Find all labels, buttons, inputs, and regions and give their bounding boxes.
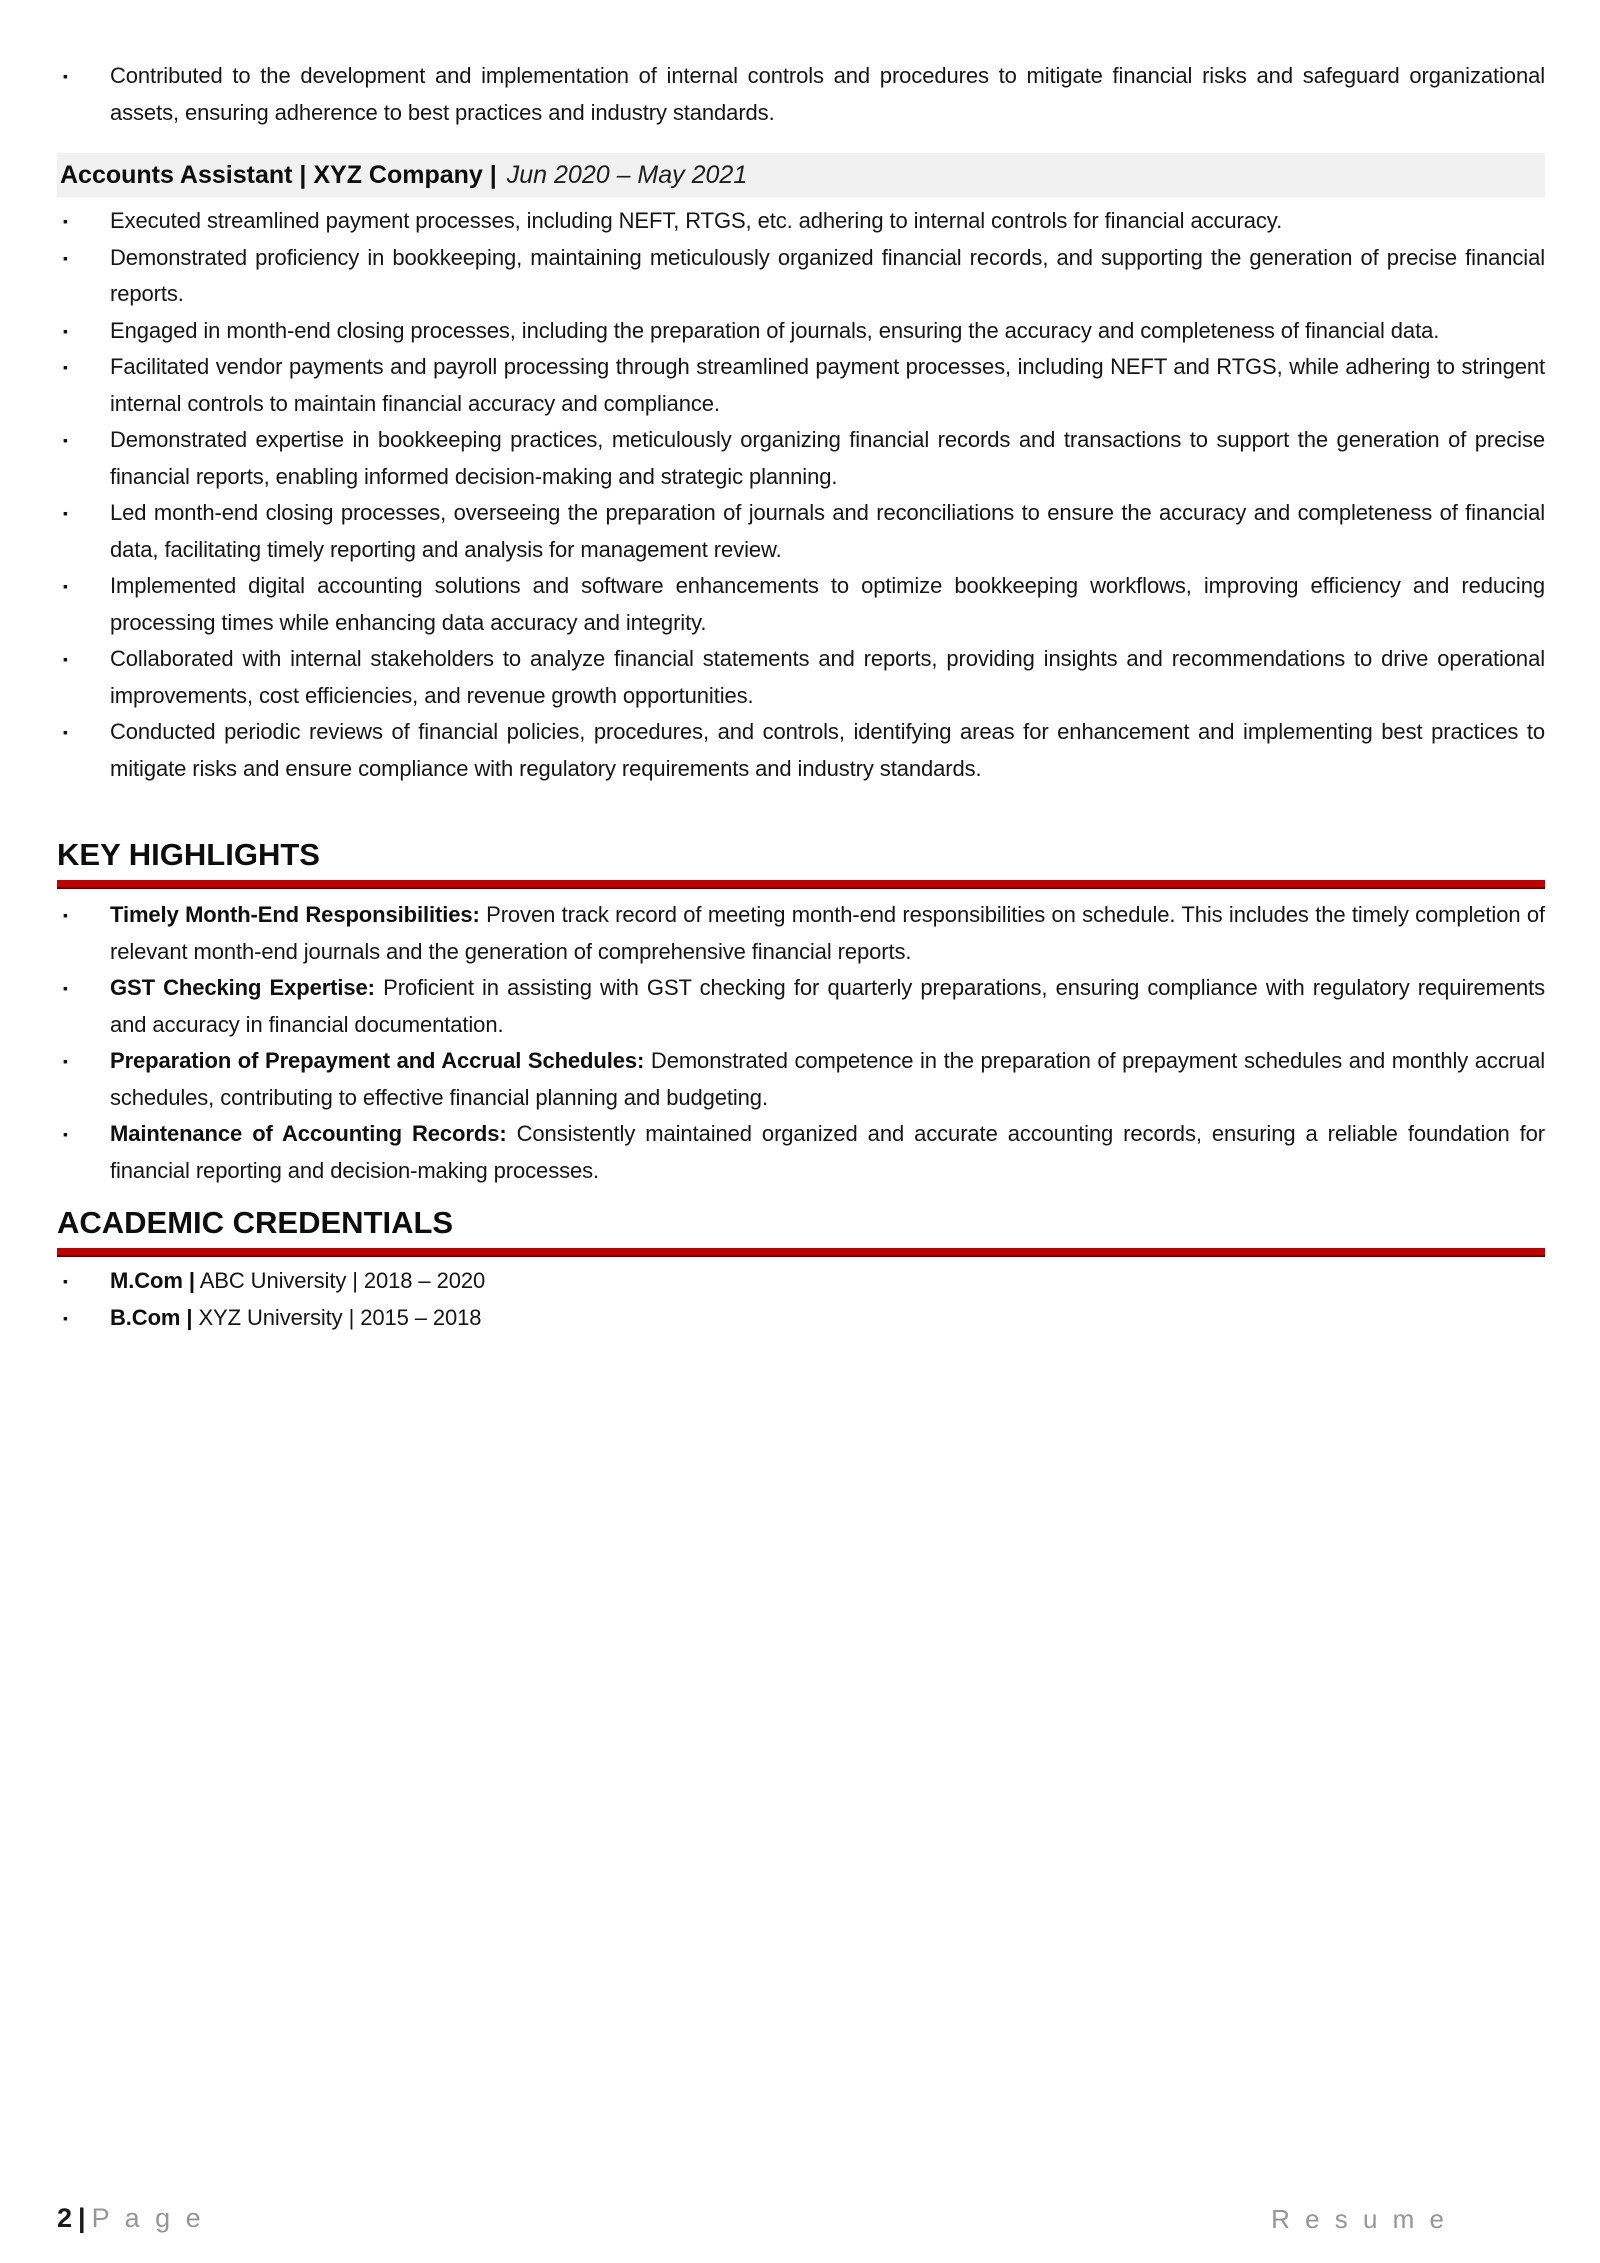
- bullet-text: Conducted periodic reviews of financial policies, procedures, and controls, identifying areas for enhancement and implementing best practices to mitigate risks and ensure compliance with regulatory requirements and industry standards.: [110, 719, 1545, 781]
- key-highlights-list: [57, 897, 1545, 1189]
- bullet-square-icon: ▪: [63, 1273, 68, 1289]
- list-item: [57, 313, 1545, 350]
- bullet-square-icon: ▪: [63, 505, 68, 521]
- highlight-label: Timely Month-End Responsibilities:: [110, 902, 480, 927]
- job-header-section: [57, 153, 1545, 197]
- section-divider: [57, 880, 1545, 889]
- bullet-text: Demonstrated expertise in bookkeeping practices, meticulously organizing financial records and transactions to support the generation of precise financial reports, enabling informed decision-making and strategic planning.: [110, 427, 1545, 489]
- list-item: [57, 495, 1545, 568]
- bullet-square-icon: ▪: [63, 578, 68, 594]
- highlight-text: Proficient in assisting with GST checking for quarterly preparations, ensuring compliance with regulatory requirements and accuracy in financial documentation.: [110, 975, 1546, 1037]
- highlight-text: Proven track record of meeting month-end responsibilities on schedule. This includes the timely completion of relevant month-end journals and the generation of comprehensive financial reports.: [110, 902, 1546, 964]
- bullet-square-icon: ▪: [63, 980, 68, 996]
- bullet-square-icon: ▪: [63, 724, 68, 740]
- list-item: [57, 1116, 1545, 1189]
- list-item: [57, 970, 1545, 1043]
- key-highlights-section: [57, 838, 1545, 889]
- page-label: P a g e: [91, 2203, 205, 2233]
- list-item: [57, 1263, 1545, 1300]
- footer-page-indicator: [57, 2203, 205, 2233]
- bullet-text: Demonstrated proficiency in bookkeeping, maintaining meticulously organized financial records, and supporting the generation of precise financial reports.: [110, 244, 1545, 306]
- bullet-square-icon: ▪: [63, 68, 68, 84]
- bullet-square-icon: ▪: [63, 1126, 68, 1142]
- section-divider: [57, 1248, 1545, 1257]
- bullet-text: Executed streamlined payment processes, including NEFT, RTGS, etc. adhering to internal controls for financial accuracy.: [110, 208, 1283, 233]
- section-heading: ACADEMIC CREDENTIALS: [57, 1205, 454, 1240]
- list-item: [57, 568, 1545, 641]
- list-item: [57, 641, 1545, 714]
- list-item: [57, 203, 1545, 240]
- highlight-label: GST Checking Expertise:: [110, 975, 375, 1000]
- list-item: [57, 58, 1545, 131]
- footer-document-label: R e s u m e: [1271, 2204, 1448, 2234]
- list-item: [57, 240, 1545, 313]
- experience-section: [57, 203, 1545, 787]
- bullet-text: Contributed to the development and implementation of internal controls and procedures to mitigate financial risks and safeguard organizational assets, ensuring adherence to best practices and industry standards.: [110, 63, 1545, 125]
- bullet-square-icon: ▪: [63, 432, 68, 448]
- highlight-label: Preparation of Prepayment and Accrual Schedules:: [110, 1048, 645, 1073]
- list-item: [57, 1043, 1545, 1116]
- bullet-square-icon: ▪: [63, 213, 68, 229]
- bullet-square-icon: ▪: [63, 322, 68, 339]
- footer-separator: |: [78, 2203, 86, 2233]
- bullet-square-icon: ▪: [63, 651, 68, 667]
- intro-bullet-list: [57, 58, 1545, 131]
- job-dates: Jun 2020 – May 2021: [506, 160, 748, 189]
- key-highlights-list-wrap: [57, 897, 1545, 1189]
- highlight-text: Demonstrated competence in the preparation of prepayment schedules and monthly accrual schedules, contributing to effective financial planning and budgeting.: [110, 1048, 1545, 1110]
- degree-label: B.Com |: [110, 1304, 193, 1330]
- page-number: 2: [57, 2203, 73, 2233]
- academic-section: [57, 1206, 1545, 1257]
- bullet-text: Implemented digital accounting solutions and software enhancements to optimize bookkeeping workflows, improving efficiency and reducing processing times while enhancing data accuracy and integrity.: [110, 573, 1545, 635]
- bullet-square-icon: ▪: [63, 907, 68, 923]
- degree-label: M.Com |: [110, 1268, 195, 1293]
- list-item: [57, 1300, 1545, 1337]
- section-heading: KEY HIGHLIGHTS: [57, 837, 320, 872]
- list-item: [57, 349, 1545, 422]
- academic-list: [57, 1263, 1545, 1336]
- degree-details: XYZ University | 2015 – 2018: [198, 1304, 482, 1330]
- bullet-square-icon: ▪: [63, 1309, 68, 1326]
- academic-list-wrap: [57, 1263, 1545, 1336]
- bullet-text: Collaborated with internal stakeholders to analyze financial statements and reports, providing insights and recommendations to drive operational improvements, cost efficiencies, and revenue growth opportunities.: [110, 646, 1545, 708]
- intro-section: [57, 58, 1545, 131]
- degree-details: ABC University | 2018 – 2020: [199, 1268, 486, 1293]
- highlight-text: Consistently maintained organized and accurate accounting records, ensuring a reliable foundation for financial reporting and decision-making processes.: [110, 1121, 1546, 1183]
- bullet-text: Facilitated vendor payments and payroll processing through streamlined payment processes, including NEFT and RTGS, while adhering to stringent internal controls to maintain financial accuracy and compliance.: [110, 354, 1545, 416]
- list-item: [57, 422, 1545, 495]
- bullet-square-icon: ▪: [63, 249, 68, 266]
- bullet-square-icon: ▪: [63, 359, 68, 375]
- list-item: [57, 897, 1545, 970]
- experience-bullet-list: [57, 203, 1545, 787]
- list-item: [57, 714, 1545, 787]
- job-title-bar: [57, 153, 1545, 197]
- bullet-text: Engaged in month-end closing processes, including the preparation of journals, ensuring the accuracy and completeness of financial data.: [110, 317, 1440, 343]
- job-title: Accounts Assistant | XYZ Company |: [60, 160, 497, 189]
- highlight-label: Maintenance of Accounting Records:: [110, 1121, 507, 1146]
- bullet-text: Led month-end closing processes, overseeing the preparation of journals and reconciliations to ensure the accuracy and completeness of financial data, facilitating timely reporting and analysis for management review.: [110, 500, 1545, 562]
- bullet-square-icon: ▪: [63, 1053, 68, 1069]
